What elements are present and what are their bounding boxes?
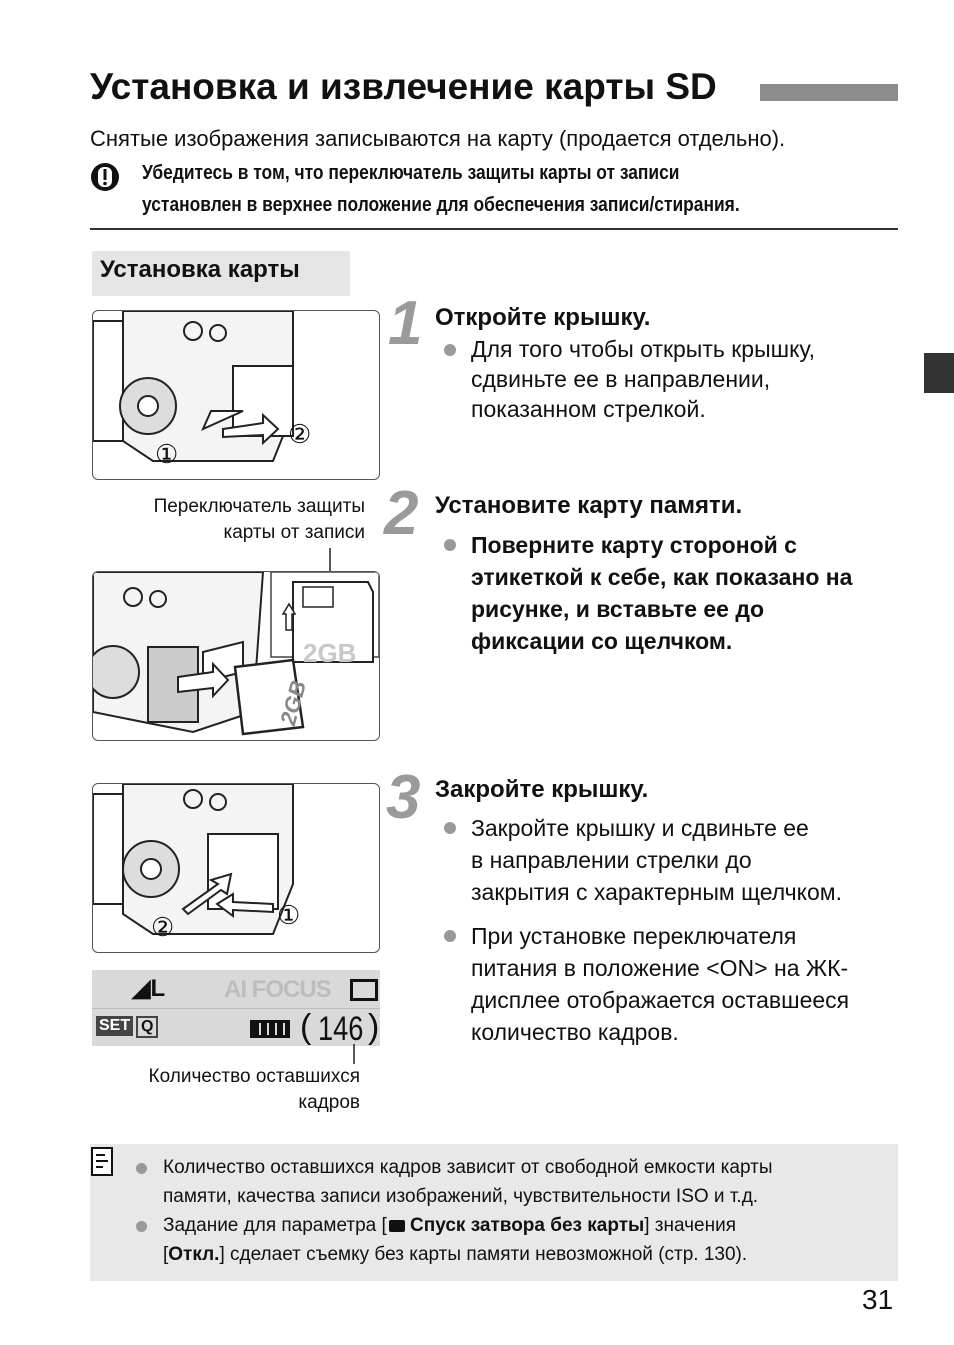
note-icon (91, 1147, 115, 1177)
note-text (163, 1153, 772, 1211)
note-plain: ] значения (644, 1215, 737, 1236)
figure-caption (154, 494, 365, 546)
step-number: 3 (386, 763, 421, 832)
text-line: в направлении стрелки до (471, 847, 752, 873)
caption-line: карты от записи (223, 522, 365, 543)
note-line: памяти, качества записи изображений, чувствительности ISO и т.д. (163, 1186, 759, 1207)
text-line: фиксации со щелчком. (471, 628, 733, 654)
caption-line: Переключатель защиты (153, 496, 365, 517)
bullet (444, 344, 456, 356)
text-line: закрытия с характерным щелчком. (471, 879, 842, 905)
step-text (471, 529, 852, 657)
text-line: питания в положение <ON> на ЖК- (471, 955, 849, 981)
battery-icon (250, 1020, 290, 1038)
text-line: дисплее отображается оставшееся (471, 987, 850, 1013)
step-number: 1 (388, 289, 423, 358)
step-number: 2 (384, 479, 419, 548)
intro-text: Снятые изображения записываются на карту (продается отдельно). (90, 126, 786, 151)
menu-item-name: Спуск затвора без карты (404, 1215, 645, 1236)
set-badge: SET (96, 1016, 133, 1036)
text-line: Для того чтобы открыть крышку, (471, 336, 815, 362)
text-line: Закройте крышку и сдвиньте ее (471, 815, 809, 841)
drive-mode-icon (350, 979, 378, 1001)
page-title: Установка и извлечение карты SD (90, 66, 717, 107)
bullet (444, 930, 456, 942)
remaining-shots: 146 (318, 1010, 364, 1048)
lcd-panel (92, 970, 380, 1046)
text-line: рисунке, и вставьте ее до (471, 596, 765, 622)
note-plain: Задание для параметра [ (163, 1215, 387, 1236)
shots-bracket: ( (300, 1008, 312, 1046)
text-line: количество кадров. (471, 1019, 679, 1045)
bullet (444, 539, 456, 551)
text-line: сдвиньте ее в направлении, (471, 366, 771, 392)
note-line (163, 1211, 747, 1240)
title-decoration-bar (760, 84, 898, 101)
step-text (471, 334, 815, 424)
text-line: этикеткой к себе, как показано на (471, 564, 853, 590)
bullet (136, 1163, 147, 1174)
step-title: Установите карту памяти. (435, 492, 743, 519)
warning-text (142, 157, 812, 221)
text-line: показанном стрелкой. (471, 396, 706, 422)
caption-line: Количество оставшихся (148, 1066, 360, 1087)
callout-1: ① (155, 439, 179, 469)
caption-line: кадров (298, 1092, 360, 1113)
callout-2: ② (151, 912, 175, 942)
note-plain: [ (163, 1244, 169, 1265)
q-badge: Q (136, 1016, 158, 1038)
camera-open-cover-illustration (93, 311, 379, 479)
note-line (163, 1240, 747, 1269)
note-text (163, 1211, 747, 1269)
card-label: 2GB (275, 677, 312, 728)
text-line: Поверните карту стороной с (471, 532, 797, 558)
camera-close-cover-illustration (93, 784, 379, 952)
page-number: 31 (862, 1284, 894, 1315)
lcd-caption (149, 1064, 360, 1116)
camera-menu-icon (389, 1220, 405, 1232)
af-mode: AI FOCUS (224, 976, 331, 1003)
chapter-tab (924, 353, 954, 393)
figure-insert-card (92, 571, 380, 741)
text-line: При установке переключателя (471, 923, 797, 949)
step-text (471, 812, 842, 908)
callout-1: ① (277, 900, 301, 930)
quality-indicator: ◢L (132, 975, 166, 1002)
callout-2: ② (288, 419, 312, 449)
bullet (444, 822, 456, 834)
divider (90, 228, 898, 230)
figure-close-cover (92, 783, 380, 953)
step-title: Закройте крышку. (435, 776, 649, 803)
figure-open-cover (92, 310, 380, 480)
note-line: Количество оставшихся кадров зависит от свободной емкости карты (163, 1157, 773, 1178)
warning-line: Убедитесь в том, что переключатель защиты карты от записи (142, 162, 680, 184)
section-title: Установка карты (100, 256, 300, 283)
note-plain: ] сделает съемку без карты памяти невозможной (стр. 130). (219, 1244, 748, 1265)
setting-value: Откл. (168, 1244, 220, 1265)
warning-line: установлен в верхнее положение для обеспечения записи/стирания. (142, 194, 740, 216)
inset-card-label: 2GB (303, 638, 357, 668)
bullet (136, 1221, 147, 1232)
caution-icon (90, 162, 120, 192)
caption-leader-line (349, 1044, 359, 1066)
step-text (471, 920, 849, 1048)
step-title: Откройте крышку. (435, 304, 651, 331)
shots-bracket: ) (368, 1008, 380, 1046)
